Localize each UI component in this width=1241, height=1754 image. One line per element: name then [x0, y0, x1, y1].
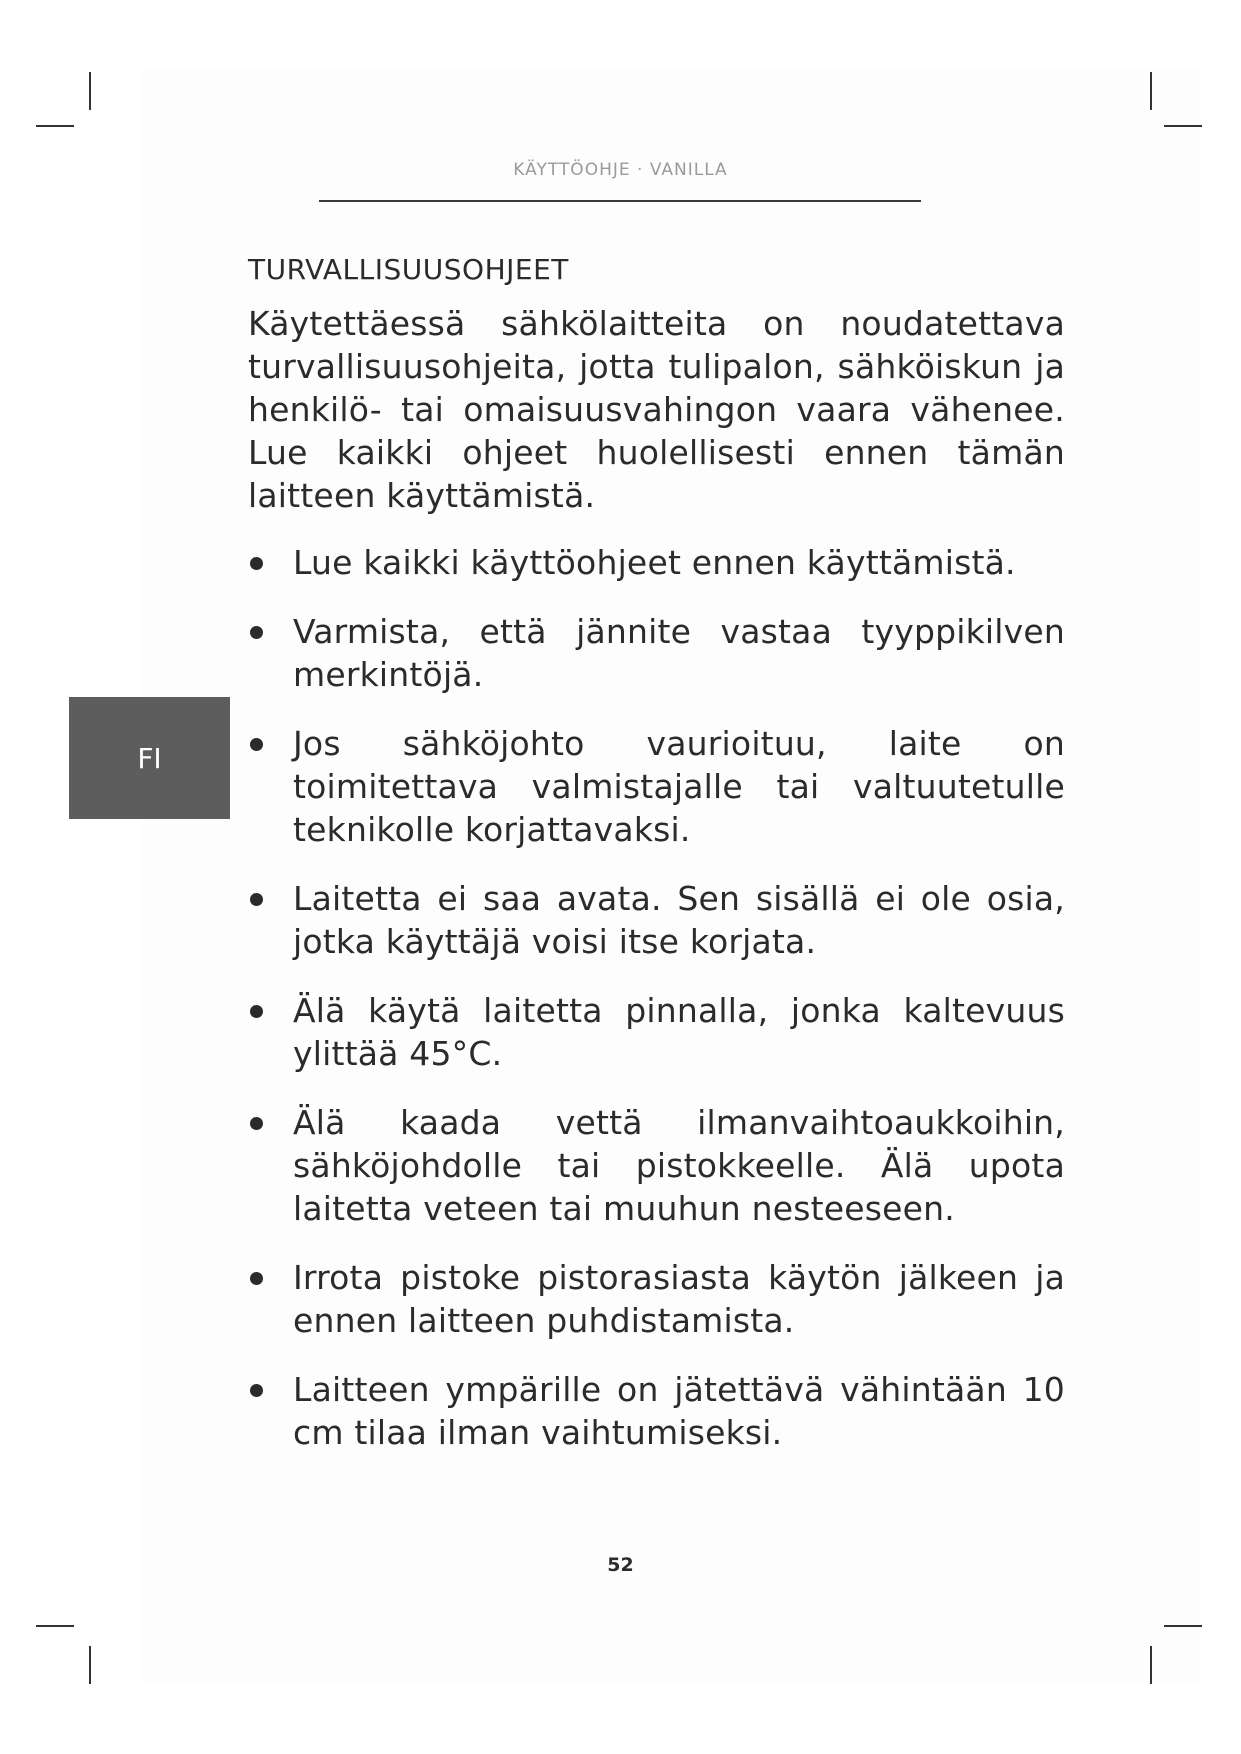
- bullet-icon: [250, 1384, 263, 1397]
- list-item-text: Jos sähköjohto vaurioituu, laite on toimitettava valmistajalle tai valtuutetulle teknikolle korjattavaksi.: [293, 724, 1065, 849]
- crop-mark-bottom-left-vertical: [89, 1646, 91, 1684]
- safety-rules-list: [248, 541, 1065, 1454]
- list-item: [248, 877, 1065, 963]
- page-number: 52: [607, 1554, 634, 1576]
- list-item-text: Laitetta ei saa avata. Sen sisällä ei ole osia, jotka käyttäjä voisi itse korjata.: [293, 879, 1065, 961]
- crop-mark-bottom-right-vertical: [1150, 1646, 1152, 1684]
- language-tab: [69, 697, 230, 819]
- bullet-icon: [250, 1005, 263, 1018]
- bullet-icon: [250, 557, 263, 570]
- list-item: [248, 989, 1065, 1075]
- list-item: [248, 541, 1065, 584]
- bullet-icon: [250, 893, 263, 906]
- intro-paragraph: Käytettäessä sähkölaitteita on noudatettava turvallisuusohjeita, jotta tulipalon, sähköiskun ja henkilö- tai omaisuusvahingon vaara vähenee. Lue kaikki ohjeet huolellisesti ennen tämän laitteen käyttämistä.: [248, 304, 1065, 515]
- list-item: [248, 1256, 1065, 1342]
- section-title: TURVALLISUUSOHJEET: [248, 253, 569, 286]
- bullet-icon: [250, 1272, 263, 1285]
- bullet-icon: [250, 1117, 263, 1130]
- running-header: KÄYTTÖOHJE · VANILLA: [513, 160, 728, 180]
- bullet-icon: [250, 738, 263, 751]
- bullet-icon: [250, 626, 263, 639]
- crop-mark-top-right-horizontal: [1164, 125, 1202, 127]
- list-item: [248, 610, 1065, 696]
- safety-section: [248, 250, 1065, 1480]
- crop-mark-bottom-right-horizontal: [1164, 1625, 1202, 1627]
- crop-mark-bottom-left-horizontal: [36, 1625, 74, 1627]
- list-item: [248, 722, 1065, 851]
- list-item-text: Älä kaada vettä ilmanvaihtoaukkoihin, sähköjohdolle tai pistokkeelle. Älä upota laitetta veteen tai muuhun nesteeseen.: [293, 1103, 1065, 1228]
- list-item: [248, 1368, 1065, 1454]
- list-item-text: Irrota pistoke pistorasiasta käytön jälkeen ja ennen laitteen puhdistamista.: [293, 1258, 1065, 1340]
- crop-mark-top-right-vertical: [1150, 72, 1152, 110]
- list-item: [248, 1101, 1065, 1230]
- crop-mark-top-left-horizontal: [36, 125, 74, 127]
- header-divider: [319, 200, 921, 202]
- crop-mark-top-left-vertical: [89, 72, 91, 110]
- list-item-text: Laitteen ympärille on jätettävä vähintään 10 cm tilaa ilman vaihtumiseksi.: [293, 1370, 1065, 1452]
- language-tab-label: FI: [137, 741, 162, 775]
- list-item-text: Varmista, että jännite vastaa tyyppikilven merkintöjä.: [293, 612, 1065, 694]
- list-item-text: Älä käytä laitetta pinnalla, jonka kaltevuus ylittää 45°C.: [293, 991, 1065, 1073]
- list-item-text: Lue kaikki käyttöohjeet ennen käyttämistä.: [293, 543, 1016, 582]
